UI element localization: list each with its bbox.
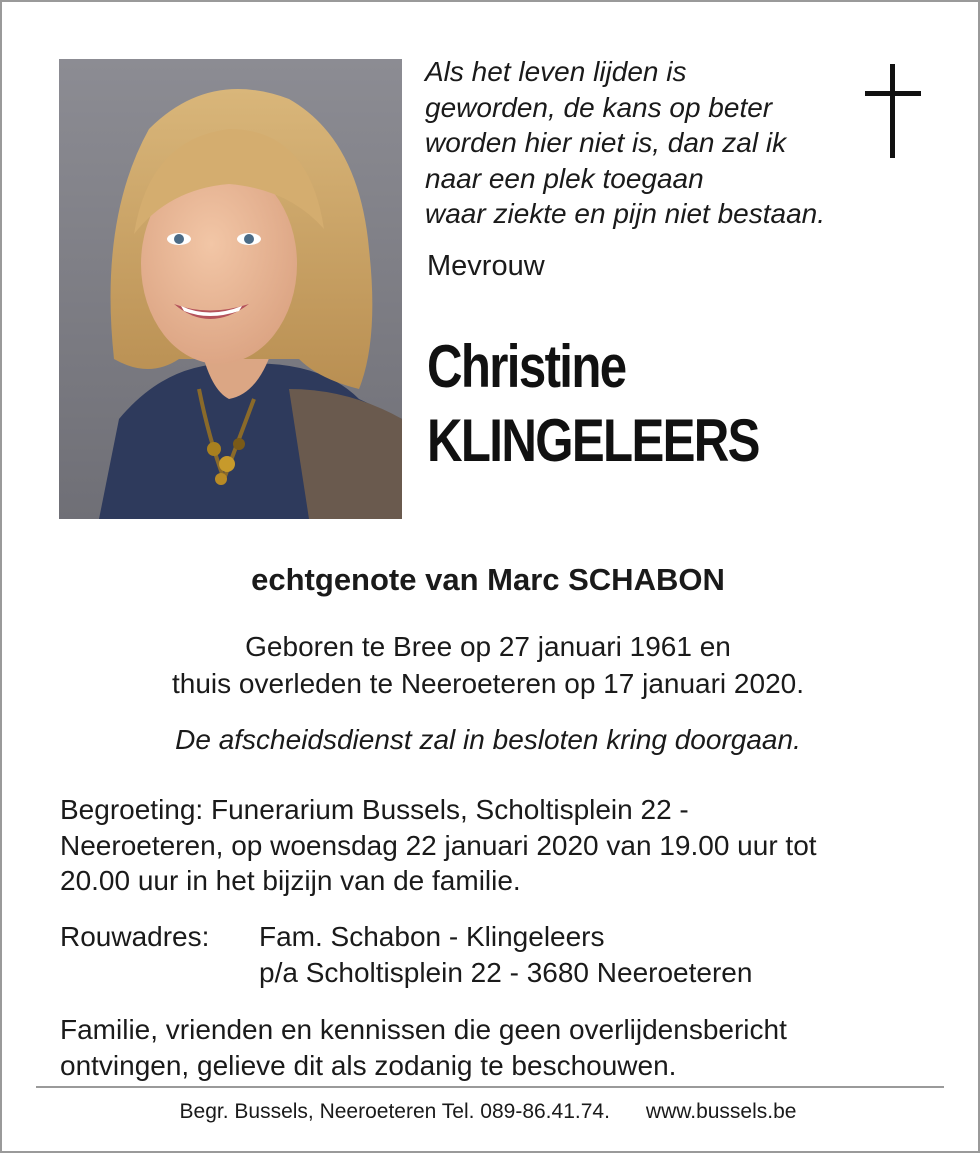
- portrait-photo: [59, 59, 402, 519]
- notice-line: ontvingen, gelieve dit als zodanig te beschouwen.: [60, 1049, 677, 1081]
- service-notice: De afscheidsdienst zal in besloten kring doorgaan.: [175, 724, 801, 755]
- address-label: Rouwadres:: [60, 921, 210, 952]
- portrait-illustration: [59, 59, 402, 519]
- first-name: Christine: [427, 333, 626, 400]
- address-line: Fam. Schabon - Klingeleers: [259, 921, 605, 952]
- cross-vertical-bar: [890, 64, 895, 158]
- footer: [0, 1100, 976, 1124]
- funeral-home-contact: Begr. Bussels, Neeroeteren Tel. 089-86.41.74.: [179, 1100, 610, 1123]
- poem-line: geworden, de kans op beter: [425, 91, 773, 123]
- cross-icon: [865, 64, 921, 158]
- notice-line: Familie, vrienden en kennissen die geen overlijdensbericht: [60, 1014, 787, 1045]
- spouse-line: echtgenote van Marc SCHABON: [251, 562, 725, 597]
- deceased-name: [427, 330, 759, 478]
- poem-line: naar een plek toegaan: [425, 162, 704, 194]
- last-name: KLINGELEERS: [427, 407, 759, 474]
- footer-divider: [36, 1086, 944, 1088]
- address-line: p/a Scholtisplein 22 - 3680 Neeroeteren: [259, 956, 753, 988]
- cross-horizontal-bar: [865, 91, 921, 96]
- death-line: thuis overleden te Neeroeteren op 17 januari 2020.: [172, 668, 804, 699]
- poem: [425, 54, 875, 232]
- salutation: Mevrouw: [427, 250, 545, 282]
- address-value: [259, 919, 752, 990]
- poem-line: Als het leven lijden is: [425, 56, 687, 87]
- birth-death-dates: [0, 628, 976, 702]
- poem-line: waar ziekte en pijn niet bestaan.: [425, 198, 826, 229]
- poem-line: worden hier niet is, dan zal ik: [425, 127, 787, 158]
- family-notice: [60, 1012, 940, 1083]
- greeting-line: Begroeting: Funerarium Bussels, Scholtisplein 22 -: [60, 794, 689, 825]
- greeting-line: 20.00 uur in het bijzijn van de familie.: [60, 865, 521, 896]
- website-link[interactable]: www.bussels.be: [645, 1100, 797, 1123]
- greeting-paragraph: [60, 792, 940, 899]
- greeting-line: Neeroeteren, op woensdag 22 januari 2020 van 19.00 uur tot: [60, 829, 817, 861]
- birth-line: Geboren te Bree op 27 januari 1961 en: [245, 631, 731, 662]
